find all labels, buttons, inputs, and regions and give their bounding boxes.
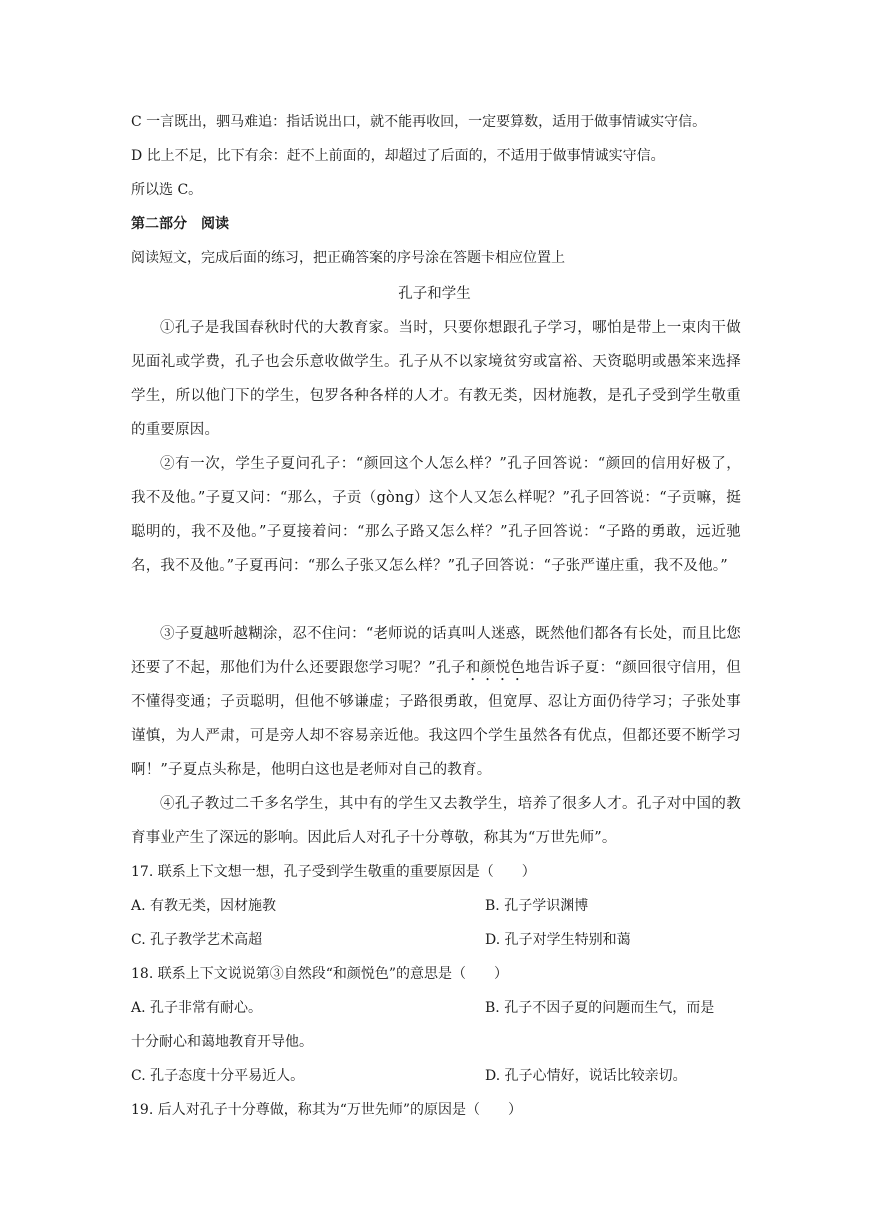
answer-line: 所以选 C。 xyxy=(131,182,203,198)
question-18-option-b-continuation: 十分耐心和蔼地教育开导他。 xyxy=(131,1034,313,1050)
passage-paragraph-3 xyxy=(131,617,741,787)
question-19-stem: 19. 后人对孔子十分尊做，称其为“万世先师”的原因是（ ） xyxy=(131,1102,523,1118)
passage-paragraph-4: ④孔子教过二千多名学生，其中有的学生又去教学生，培养了很多人才。孔子对中国的教育事业产生了深远的影响。因此后人对孔子十分尊敬，称其为“万世先师”。 xyxy=(131,796,741,846)
question-17-option-d: D. 孔子对学生特别和蔼 xyxy=(485,932,631,948)
question-18-option-d: D. 孔子心情好，说话比较亲切。 xyxy=(485,1068,687,1084)
explanation-line-d: D 比上不足，比下有余：赶不上前面的，却超过了后面的，不适用于做事情诚实守信。 xyxy=(131,148,665,164)
question-18-option-c: C. 孔子态度十分平易近人。 xyxy=(131,1068,305,1084)
section-heading: 第二部分 阅读 xyxy=(131,216,229,232)
question-17-option-a: A. 有教无类，因材施教 xyxy=(131,898,277,914)
paragraph-3-text-before: ③子夏越听越糊涂，忍不住问：“老师说的话真叫人迷惑，既然他们都各有长处，而且比您还要了不起，那他们为什么还要跟您学习呢？”孔子 xyxy=(131,626,741,676)
question-17-option-c: C. 孔子教学艺术高超 xyxy=(131,932,263,948)
explanation-line-c: C 一言既出，驷马难追：指话说出口，就不能再收回，一定要算数，适用于做事情诚实守信。 xyxy=(131,114,707,130)
section-instruction: 阅读短文，完成后面的练习，把正确答案的序号涂在答题卡相应位置上 xyxy=(131,250,565,266)
passage-title: 孔子和学生 xyxy=(398,286,471,302)
passage-paragraph-2: ②有一次，学生子夏问孔子：“颜回这个人怎么样？”孔子回答说：“颜回的信用好极了，我不及他。”子夏又问：“那么，子贡（gònɡ）这个人又怎么样呢？”孔子回答说：“子贡嘛，挺聪明的，我不及他。”子夏接着问：“那么子路又怎么样？”孔子回答说：“子路的勇敢，远近驰名，我不及他。”子夏再问：“那么子张又怎么样？”孔子回答说：“子张严谨庄重，我不及他。” xyxy=(131,456,741,574)
question-17-option-b: B. 孔子学识渊博 xyxy=(485,898,589,914)
emphasized-phrase: 和颜悦色 xyxy=(465,660,526,676)
question-17-stem: 17. 联系上下文想一想，孔子受到学生敬重的重要原因是（ ） xyxy=(131,864,536,880)
paragraph-3-text-after: 地告诉子夏：“颜回很守信用，但不懂得变通；子贡聪明，但他不够谦虚；子路很勇敢，但宽厚、忍让方面仍待学习；子张处事谨慎，为人严肃，可是旁人却不容易亲近他。我这四个学生虽然各有优点，但都还要不断学习啊！”子夏点头称是，他明白这也是老师对自己的教育。 xyxy=(131,660,741,778)
question-18-option-a: A. 孔子非常有耐心。 xyxy=(131,1000,263,1016)
question-18-stem: 18. 联系上下文说说第③自然段“和颜悦色”的意思是（ ） xyxy=(131,966,509,982)
question-18-option-b: B. 孔子不因子夏的问题而生气，而是 xyxy=(485,1000,715,1016)
passage-paragraph-1: ①孔子是我国春秋时代的大教育家。当时，只要你想跟孔子学习，哪怕是带上一束肉干做见面礼或学费，孔子也会乐意收做学生。孔子从不以家境贫穷或富裕、天资聪明或愚笨来选择学生，所以他门下的学生，包罗各种各样的人才。有教无类，因材施教，是孔子受到学生敬重的重要原因。 xyxy=(131,320,741,438)
